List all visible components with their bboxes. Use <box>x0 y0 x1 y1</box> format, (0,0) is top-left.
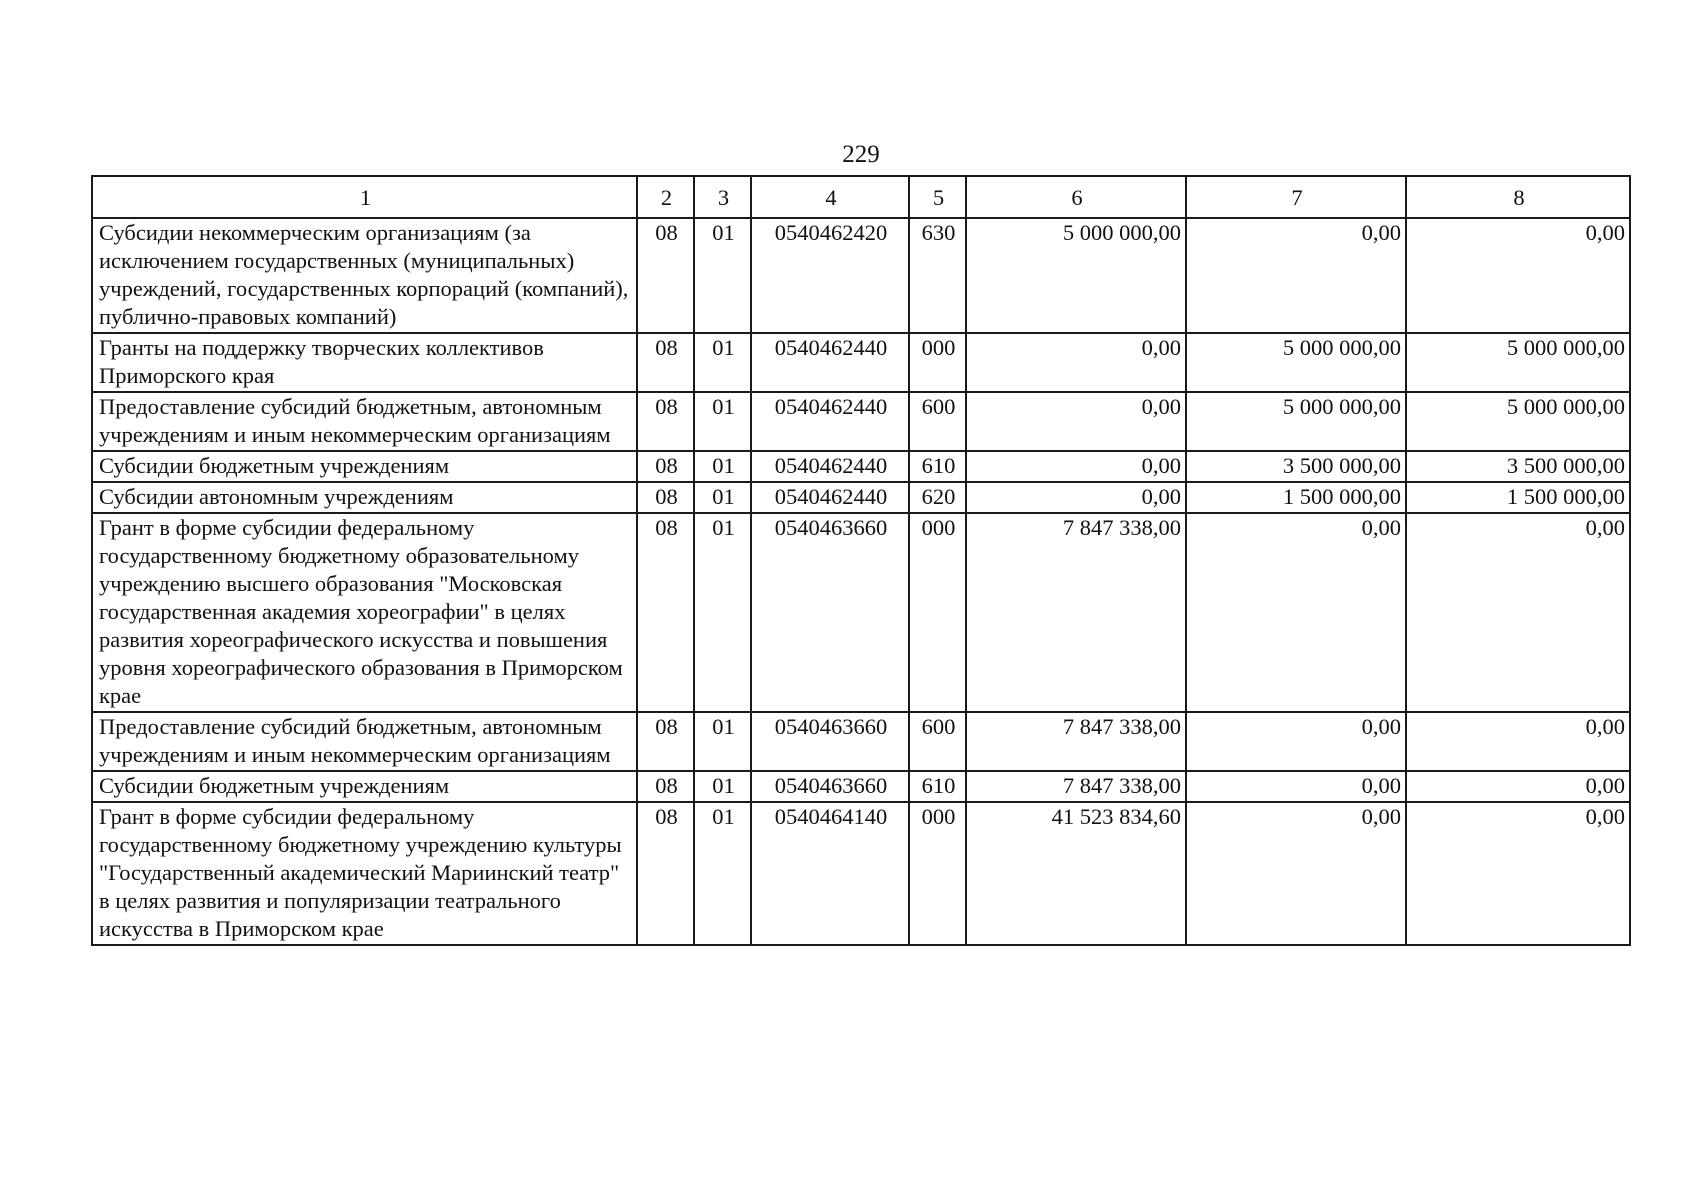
subsection-code: 01 <box>694 482 751 513</box>
amount-col6: 0,00 <box>966 392 1186 451</box>
amount-col6: 41 523 834,60 <box>966 802 1186 945</box>
amount-col8: 0,00 <box>1406 513 1630 712</box>
target-article-code: 0540462440 <box>751 451 909 482</box>
target-article-code: 0540462440 <box>751 333 909 392</box>
expense-type-code: 000 <box>909 802 966 945</box>
target-article-code: 0540462440 <box>751 392 909 451</box>
amount-col6: 7 847 338,00 <box>966 712 1186 771</box>
table-row <box>92 802 1630 945</box>
section-code: 08 <box>637 771 694 802</box>
amount-col8: 0,00 <box>1406 218 1630 333</box>
amount-col7: 3 500 000,00 <box>1186 451 1406 482</box>
column-header: 8 <box>1406 176 1630 218</box>
table-row <box>92 771 1630 802</box>
row-name: Предоставление субсидий бюджетным, автономным учреждениям и иным некоммерческим организациям <box>92 712 637 771</box>
section-code: 08 <box>637 218 694 333</box>
amount-col8: 0,00 <box>1406 802 1630 945</box>
table-row <box>92 392 1630 451</box>
amount-col6: 0,00 <box>966 482 1186 513</box>
amount-col6: 0,00 <box>966 333 1186 392</box>
row-name: Предоставление субсидий бюджетным, автономным учреждениям и иным некоммерческим организациям <box>92 392 637 451</box>
amount-col6: 5 000 000,00 <box>966 218 1186 333</box>
column-header: 3 <box>694 176 751 218</box>
expense-type-code: 610 <box>909 451 966 482</box>
expense-type-code: 000 <box>909 333 966 392</box>
amount-col8: 0,00 <box>1406 771 1630 802</box>
amount-col7: 0,00 <box>1186 218 1406 333</box>
section-code: 08 <box>637 333 694 392</box>
page-number: 229 <box>842 141 880 168</box>
amount-col8: 5 000 000,00 <box>1406 392 1630 451</box>
row-name: Грант в форме субсидии федеральному государственному бюджетному образовательному учреждению высшего образования "Московская государственная академия хореографии" в целях развития хореографического искусства и повышения уровня хореографического образования в Приморском крае <box>92 513 637 712</box>
subsection-code: 01 <box>694 771 751 802</box>
expense-type-code: 620 <box>909 482 966 513</box>
amount-col8: 0,00 <box>1406 712 1630 771</box>
subsection-code: 01 <box>694 513 751 712</box>
amount-col7: 5 000 000,00 <box>1186 333 1406 392</box>
expense-type-code: 600 <box>909 712 966 771</box>
amount-col7: 0,00 <box>1186 802 1406 945</box>
row-name: Грант в форме субсидии федеральному государственному бюджетному учреждению культуры "Государственный академический Мариинский театр" в целях развития и популяризации театрального искусства в Приморском крае <box>92 802 637 945</box>
amount-col7: 5 000 000,00 <box>1186 392 1406 451</box>
amount-col6: 7 847 338,00 <box>966 513 1186 712</box>
amount-col8: 1 500 000,00 <box>1406 482 1630 513</box>
section-code: 08 <box>637 712 694 771</box>
column-header: 5 <box>909 176 966 218</box>
amount-col7: 0,00 <box>1186 513 1406 712</box>
expense-type-code: 600 <box>909 392 966 451</box>
column-header: 6 <box>966 176 1186 218</box>
target-article-code: 0540463660 <box>751 712 909 771</box>
row-name: Гранты на поддержку творческих коллективов Приморского края <box>92 333 637 392</box>
column-header: 1 <box>92 176 637 218</box>
subsection-code: 01 <box>694 712 751 771</box>
subsection-code: 01 <box>694 802 751 945</box>
subsection-code: 01 <box>694 392 751 451</box>
amount-col6: 0,00 <box>966 451 1186 482</box>
amount-col7: 0,00 <box>1186 712 1406 771</box>
column-header: 4 <box>751 176 909 218</box>
amount-col7: 0,00 <box>1186 771 1406 802</box>
target-article-code: 0540464140 <box>751 802 909 945</box>
table-row <box>92 333 1630 392</box>
column-header: 7 <box>1186 176 1406 218</box>
subsection-code: 01 <box>694 218 751 333</box>
row-name: Субсидии бюджетным учреждениям <box>92 451 637 482</box>
column-header: 2 <box>637 176 694 218</box>
section-code: 08 <box>637 802 694 945</box>
table-row <box>92 218 1630 333</box>
budget-table <box>91 175 1631 946</box>
section-code: 08 <box>637 513 694 712</box>
header-row <box>92 176 1630 218</box>
section-code: 08 <box>637 451 694 482</box>
subsection-code: 01 <box>694 451 751 482</box>
table-row <box>92 482 1630 513</box>
row-name: Субсидии автономным учреждениям <box>92 482 637 513</box>
table-row <box>92 451 1630 482</box>
target-article-code: 0540462420 <box>751 218 909 333</box>
section-code: 08 <box>637 392 694 451</box>
amount-col7: 1 500 000,00 <box>1186 482 1406 513</box>
table-row <box>92 513 1630 712</box>
row-name: Субсидии некоммерческим организациям (за исключением государственных (муниципальных) учреждений, государственных корпораций (компаний), публично-правовых компаний) <box>92 218 637 333</box>
table-row <box>92 712 1630 771</box>
target-article-code: 0540463660 <box>751 771 909 802</box>
expense-type-code: 630 <box>909 218 966 333</box>
target-article-code: 0540463660 <box>751 513 909 712</box>
expense-type-code: 000 <box>909 513 966 712</box>
section-code: 08 <box>637 482 694 513</box>
subsection-code: 01 <box>694 333 751 392</box>
target-article-code: 0540462440 <box>751 482 909 513</box>
amount-col6: 7 847 338,00 <box>966 771 1186 802</box>
row-name: Субсидии бюджетным учреждениям <box>92 771 637 802</box>
expense-type-code: 610 <box>909 771 966 802</box>
amount-col8: 3 500 000,00 <box>1406 451 1630 482</box>
amount-col8: 5 000 000,00 <box>1406 333 1630 392</box>
